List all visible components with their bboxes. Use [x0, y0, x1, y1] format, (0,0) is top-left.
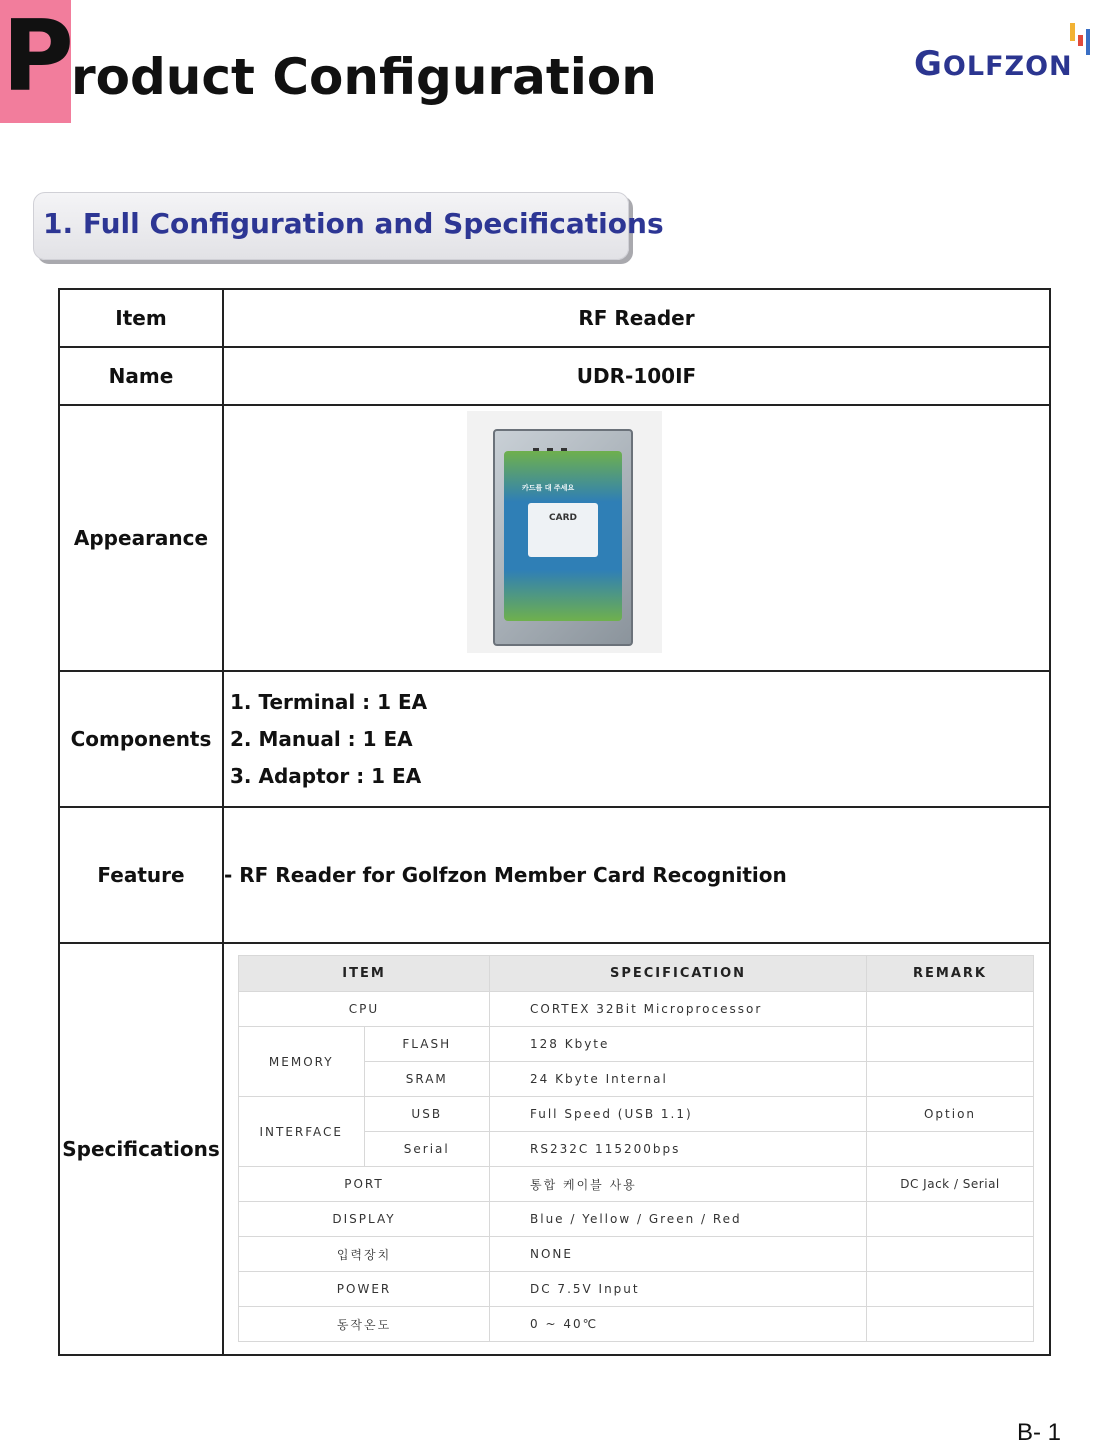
spec-table [238, 955, 1034, 1342]
spec-value: 24 Kbyte Internal [490, 1062, 867, 1097]
row-label-specifications: Specifications [59, 943, 223, 1355]
spec-remark [867, 1202, 1034, 1237]
configuration-table [58, 288, 1051, 1356]
spec-value: NONE [490, 1237, 867, 1272]
spec-row [239, 1307, 1034, 1342]
spec-value: Full Speed (USB 1.1) [490, 1097, 867, 1132]
table-row [59, 347, 1050, 405]
spec-header-row [239, 956, 1034, 992]
spec-remark [867, 1272, 1034, 1307]
table-row [59, 671, 1050, 807]
spec-value: DC 7.5V Input [490, 1272, 867, 1307]
component-item: 2. Manual : 1 EA [230, 726, 413, 751]
row-value-feature: - RF Reader for Golfzon Member Card Recognition [223, 807, 1050, 943]
spec-item: Serial [364, 1132, 490, 1167]
spec-value: RS232C 115200bps [490, 1132, 867, 1167]
spec-group: MEMORY [239, 1027, 365, 1097]
spec-row [239, 1202, 1034, 1237]
spec-row [239, 992, 1034, 1027]
spec-item: POWER [239, 1272, 490, 1307]
table-row [59, 943, 1050, 1355]
spec-row [239, 1027, 1034, 1062]
spec-row [239, 1237, 1034, 1272]
spec-remark: DC Jack / Serial [867, 1167, 1034, 1202]
row-value-name: UDR-100IF [223, 347, 1050, 405]
spec-remark [867, 1307, 1034, 1342]
row-value-specifications [223, 943, 1050, 1355]
section-heading-label: 1. Full Configuration and Specifications [43, 207, 664, 240]
spec-header-specification: SPECIFICATION [490, 956, 867, 992]
logo-rest: OLFZON [942, 51, 1073, 82]
component-item: 1. Terminal : 1 EA [230, 689, 428, 714]
spec-item: 동작온도 [239, 1307, 490, 1342]
indicator-lights [533, 437, 593, 445]
row-value-item: RF Reader [223, 289, 1050, 347]
table-row [59, 289, 1050, 347]
golfzon-logo [910, 20, 1090, 92]
row-value-appearance [223, 405, 1050, 671]
spec-group: INTERFACE [239, 1097, 365, 1167]
page-title: roduct Configuration [71, 48, 657, 106]
reader-instruction-text: 카드를 대 주세요 [522, 484, 575, 492]
row-label-appearance: Appearance [59, 405, 223, 671]
row-label-item: Item [59, 289, 223, 347]
spec-value: CORTEX 32Bit Microprocessor [490, 992, 867, 1027]
row-label-components: Components [59, 671, 223, 807]
spec-item: 입력장치 [239, 1237, 490, 1272]
rf-reader-image [493, 429, 633, 646]
spec-remark [867, 1237, 1034, 1272]
card-graphic: CARD [528, 503, 598, 557]
spec-value: Blue / Yellow / Green / Red [490, 1202, 867, 1237]
spec-row [239, 1167, 1034, 1202]
logo-initial: G [914, 44, 943, 84]
spec-remark [867, 992, 1034, 1027]
product-photo [467, 411, 662, 653]
spec-remark [867, 1062, 1034, 1097]
spec-item: FLASH [364, 1027, 490, 1062]
table-row [59, 405, 1050, 671]
spec-row [239, 1272, 1034, 1307]
spec-remark [867, 1027, 1034, 1062]
spec-value: 128 Kbyte [490, 1027, 867, 1062]
title-initial: P [2, 0, 74, 114]
spec-item: CPU [239, 992, 490, 1027]
spec-item: PORT [239, 1167, 490, 1202]
spec-value: 통합 케이블 사용 [490, 1167, 867, 1202]
spec-value: 0 ~ 40℃ [490, 1307, 867, 1342]
spec-item: DISPLAY [239, 1202, 490, 1237]
spec-header-remark: REMARK [867, 956, 1034, 992]
spec-remark [867, 1132, 1034, 1167]
spec-remark: Option [867, 1097, 1034, 1132]
spec-header-item: ITEM [239, 956, 490, 992]
spec-item: SRAM [364, 1062, 490, 1097]
page-number: B- 1 [1017, 1419, 1062, 1446]
row-value-components [223, 671, 1050, 807]
row-label-name: Name [59, 347, 223, 405]
row-label-feature: Feature [59, 807, 223, 943]
component-item: 3. Adaptor : 1 EA [230, 763, 422, 788]
section-heading [33, 192, 664, 260]
spec-item: USB [364, 1097, 490, 1132]
spec-row [239, 1097, 1034, 1132]
table-row [59, 807, 1050, 943]
